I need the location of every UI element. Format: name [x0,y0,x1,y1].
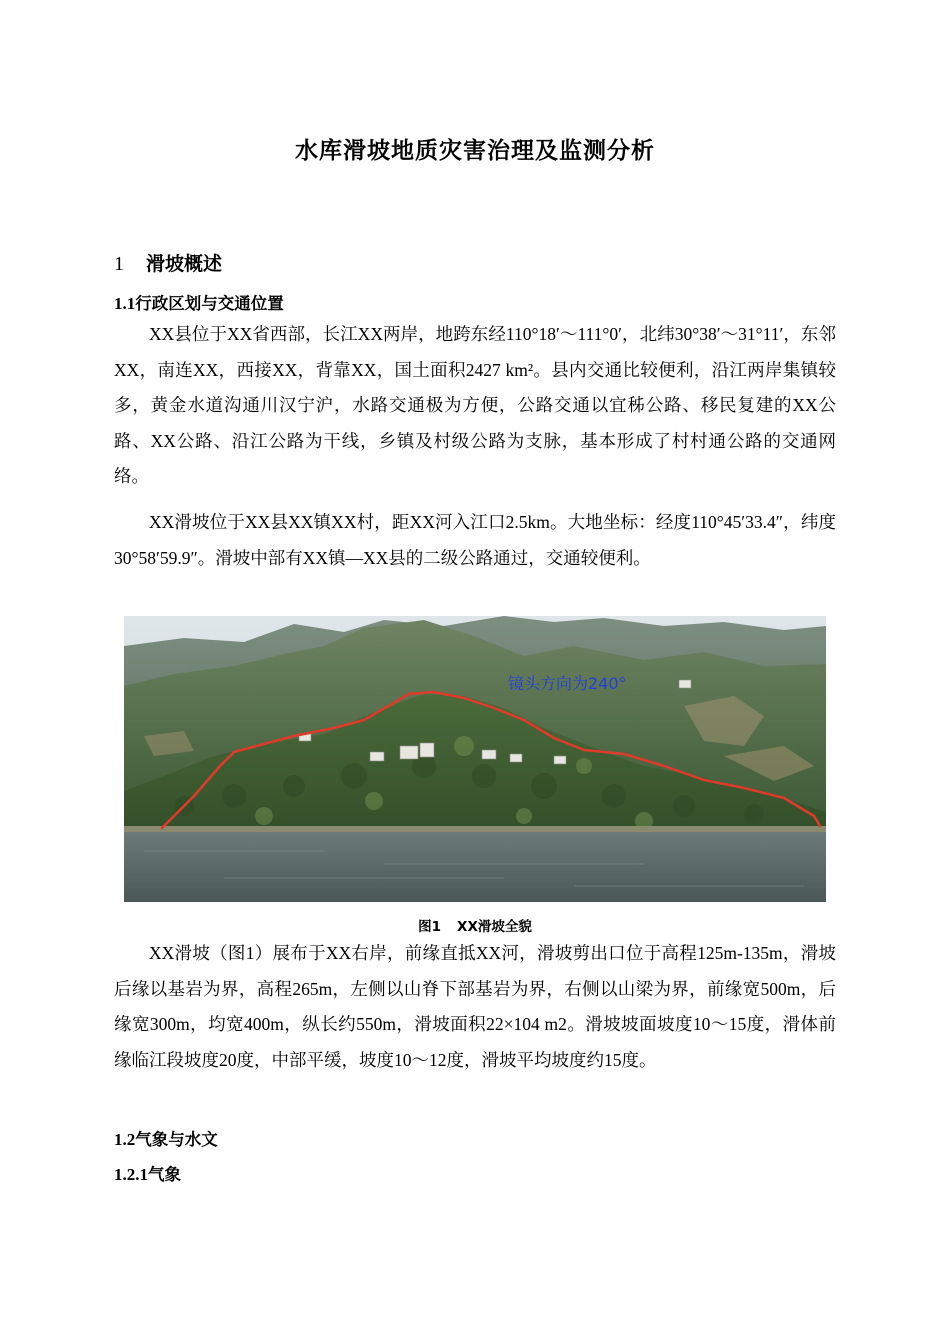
section-number: 1 [114,253,124,275]
subsection-heading-1-2-1 [114,1161,181,1185]
subsection-heading-1-2 [114,1126,218,1150]
subsection-number: 1.1 [114,294,136,313]
figure-number: 图1 [418,919,442,935]
page-title: 水库滑坡地质灾害治理及监测分析 [295,138,655,164]
landslide-photo [124,616,826,902]
paragraph-landslide-description: XX滑坡（图1）展布于XX右岸，前缘直抵XX河，滑坡剪出口位于高程125m-135m，滑坡后缘以基岩为界，高程265m，左侧以山脊下部基岩为界，右侧以山梁为界，前缘宽500m，后缘宽300m，均宽400m，纵长约550m，滑坡面积22×104 m2。滑坡坡面坡度10～15度，滑体前缘临江段坡度20度，中部平缓，坡度10～12度，滑坡平均坡度约15度。 [114,943,836,1070]
paragraph-admin-location: XX县位于XX省西部，长江XX两岸，地跨东经110°18′～111°0′，北纬30°38′～31°11′，东邻XX，南连XX，西接XX，背靠XX，国土面积2427 km²。县内交通比较便利，沿江两岸集镇较多，黄金水道沟通川汉宁沪，水路交通极为方便，公路交通以宜秭公路、移民复建的XX公路、XX公路、沿江公路为干线，乡镇及村级公路为支脉，基本形成了村村通公路的交通网络。 [114,324,836,486]
subsection-number: 1.2.1 [114,1165,148,1184]
paragraph-landslide-location: XX滑坡位于XX县XX镇XX村，距XX河入江口2.5km。大地坐标：经度110°45′33.4″，纬度30°58′59.9″。滑坡中部有XX镇—XX县的二级公路通过，交通较便利。 [114,512,836,568]
figure-caption-text: XX滑坡全貌 [457,919,532,935]
section-heading-1 [114,249,222,276]
section-title: 滑坡概述 [146,253,223,275]
subsection-number: 1.2 [114,1130,136,1149]
subsection-title: 气象与水文 [135,1130,218,1149]
subsection-title: 行政区划与交通位置 [135,294,284,313]
subsection-title: 气象 [148,1165,181,1184]
figure-caption [0,915,950,935]
photo-annotation: 镜头方向为240° [508,674,627,693]
subsection-heading-1-1 [114,290,284,314]
